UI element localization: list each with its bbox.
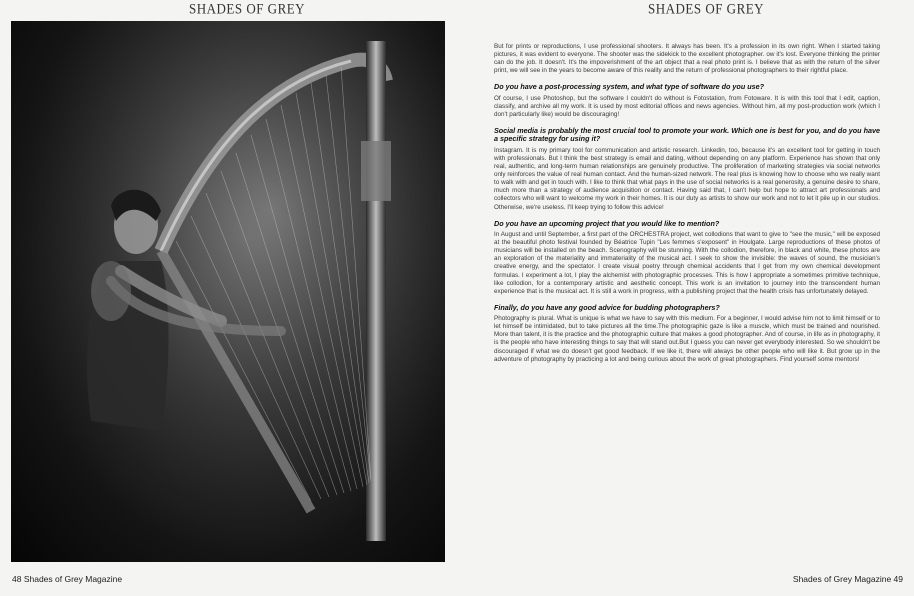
interview-article	[494, 43, 880, 372]
intro-paragraph: But for prints or reproductions, I use professional shooters. It always has been. It's a profession in its own right. When I started taking pictures, it was evident to everyone. The shooter was the sidekick to the excellent photographer. ow it's lost. Everyone thinking the printer can do the job. It doesn't. It's the impoverishment of the art object that a real photo print is. I believe that as with the return of the silver print, we will see in the years to become aware of this reality and the return of professional photographers to their rightful place.	[494, 43, 880, 75]
harp-illustration	[11, 21, 445, 562]
page-number-right: Shades of Grey Magazine 49	[792, 574, 903, 584]
answer-paragraph: Of course, I use Photoshop, but the software I couldn't do without is Fotostation, from Fotoware. It is with this tool that I edit, caption, classify, and archive all my work. It is used by most editorial offices and news agencies. Without him, all my post-production work (which I don't particularly like) would be discouraging!	[494, 94, 880, 118]
answer-paragraph: In August and until September, a first part of the ORCHESTRA project, wet collodions that want to give to "see the music," will be exposed at the beautiful photo festival founded by Béatrice Tupin "Les femmes s'exposent" in Houlgate. Large reproductions of these photos of musicians will be installed on the beach. Scenography will be stunning. With the collodion, therefore, in black and white, these photos are an exploration of the materiality and immateriality of the musical act. I seek to show the invisible: the waves of sound, the musician's creative energy, and the spectator. I create visual poetry through chemical accidents that I get from my own chemical development formulas. I experiment a lot, I play the alchemist with photographic processes. This is how I appropriate a sometimes primitive technique, like collodion, for a contemporary artistic and aesthetic concept. This work is an invitation to journey into the transcendent human experience that is the musical act. It is still a work in progress, with a publishing project that the health crisis has unfortunately delayed.	[494, 231, 880, 295]
answer-paragraph: Instagram. It is my primary tool for communication and artistic research. Linkedin, too, because it's an excellent tool for getting in touch with professionals. But I think the best strategy is email and dating, without depending on any platform. Experience has shown that only real, authentic, and long-term human relationships are genuinely productive. The proliferation of marketing strategies via social networks only reinforces the value of real human contact. And the human-sized network. The real plus is knowing how to choose who we really want to walk with and get in touch with. I like to think that what pays in the use of social networks is a real generosity, a genuine desire to share, much more than a strategy of audience acquisition or contact. Having said that, I can't help but hope to attract art professionals and collectors who will want to welcome my work in their homes. It is our duty as artists to show our work and not to let it pile up in our studios. Otherwise, we're useless. I'll keep trying to follow this advice!	[494, 146, 880, 211]
harpist-photo	[11, 21, 445, 562]
question-heading: Do you have an upcoming project that you would like to mention?	[494, 218, 720, 228]
page-header-right: SHADES OF GREY	[648, 0, 765, 18]
page-header-left: SHADES OF GREY	[189, 0, 306, 18]
question-heading: Finally, do you have any good advice for budding photographers?	[494, 302, 720, 312]
question-heading: Social media is probably the most crucial tool to promote your work. Which one is best for you, and do you have a specific strategy for using it?	[494, 126, 880, 144]
answer-paragraph: Photography is plural. What is unique is what we have to say with this medium. For a beginner, I would advise him not to limit himself or to let himself be intimidated, but to take pictures all the time.The photographic gaze is like a muscle, which must be trained and nourished. More than talent, it is the practice and the photographic culture that makes a good photographer. And of course, in life as in photography, it is the people who have interesting things to say that will stand out.But I guess you can never get everybody interested. So we shouldn't be discouraged if what we do doesn't get good feedback. If we like it, there will always be other people who will like it. But grow up in the adventure of photography by practicing a lot and being curious about the work of great photographers. Find yourself some mentors!	[494, 315, 880, 363]
question-heading: Do you have a post-processing system, and what type of software do you use?	[494, 82, 764, 92]
page-number-left: 48 Shades of Grey Magazine	[12, 574, 123, 584]
